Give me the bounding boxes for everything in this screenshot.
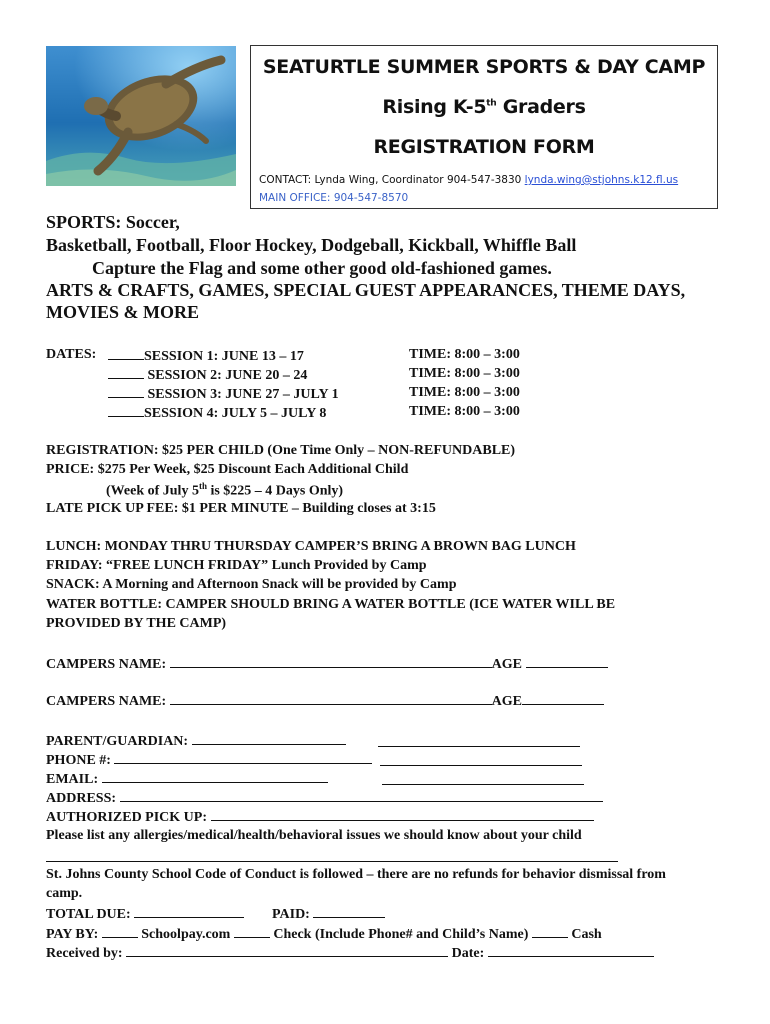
- water-bottle-2: PROVIDED BY THE CAMP): [46, 616, 227, 631]
- main-office: MAIN OFFICE: 904-547-8570: [259, 192, 409, 204]
- form-title: REGISTRATION FORM: [373, 136, 595, 158]
- week-price-note: (Week of July 5th is $225 – 4 Days Only): [106, 481, 344, 499]
- contact-email-link[interactable]: lynda.wing@stjohns.k12.fl.us: [524, 174, 679, 186]
- header-box: [250, 45, 718, 209]
- phone-field[interactable]: PHONE #:: [46, 751, 372, 769]
- water-bottle-1: WATER BOTTLE: CAMPER SHOULD BRING A WATER BOTTLE (ICE WATER WILL BE: [46, 597, 616, 612]
- sea-turtle-photo: [46, 46, 236, 186]
- session-time: TIME: 8:00 – 3:00: [409, 385, 520, 400]
- campers-name-field[interactable]: CAMPERS NAME: AGE: [46, 655, 608, 673]
- sports-line-3: Capture the Flag and some other good old-fashioned games.: [92, 258, 552, 278]
- snack: SNACK: A Morning and Afternoon Snack will be provided by Camp: [46, 577, 457, 592]
- total-due-field[interactable]: TOTAL DUE:: [46, 905, 244, 923]
- sports-line-2: Basketball, Football, Floor Hockey, Dodgeball, Kickball, Whiffle Ball: [46, 235, 577, 255]
- conduct-line-1: St. Johns County School Code of Conduct is followed – there are no refunds for behavior dismissal from: [46, 867, 666, 882]
- phone-field-2[interactable]: [380, 765, 582, 766]
- session-time: TIME: 8:00 – 3:00: [409, 347, 520, 362]
- address-field[interactable]: ADDRESS:: [46, 789, 603, 807]
- conduct-line-2: camp.: [46, 886, 83, 901]
- email-field-2[interactable]: [382, 784, 584, 785]
- grades-line: Rising K-5th Graders: [382, 96, 586, 118]
- sports-line-1: SPORTS: Soccer,: [46, 212, 180, 232]
- contact-line: CONTACT: Lynda Wing, Coordinator 904-547-3830 lynda.wing@stjohns.k12.fl.us: [259, 174, 679, 186]
- lunch: LUNCH: MONDAY THRU THURSDAY CAMPER’S BRING A BROWN BAG LUNCH: [46, 539, 576, 554]
- late-fee: LATE PICK UP FEE: $1 PER MINUTE – Building closes at 3:15: [46, 501, 436, 516]
- session-row[interactable]: SESSION 2: JUNE 20 – 24: [108, 366, 307, 384]
- dates-label: DATES:: [46, 347, 97, 362]
- allergies-label: Please list any allergies/medical/health/behavioral issues we should know about your child: [46, 828, 582, 843]
- authorized-pickup-field[interactable]: AUTHORIZED PICK UP:: [46, 808, 594, 826]
- campers-name-field[interactable]: CAMPERS NAME: AGE: [46, 692, 604, 710]
- pay-by-row: PAY BY: Schoolpay.com Check (Include Phone# and Child’s Name) Cash: [46, 927, 602, 942]
- parent-guardian-field[interactable]: PARENT/GUARDIAN:: [46, 732, 346, 750]
- allergies-field[interactable]: [46, 861, 618, 862]
- price: PRICE: $275 Per Week, $25 Discount Each Additional Child: [46, 462, 409, 477]
- parent-guardian-field-2[interactable]: [378, 746, 580, 747]
- friday-lunch: FRIDAY: “FREE LUNCH FRIDAY” Lunch Provided by Camp: [46, 558, 427, 573]
- registration-fee: REGISTRATION: $25 PER CHILD (One Time Only – NON-REFUNDABLE): [46, 443, 516, 458]
- schoolpay-checkbox[interactable]: [102, 925, 138, 938]
- camp-title: SEATURTLE SUMMER SPORTS & DAY CAMP: [262, 56, 706, 78]
- session-time: TIME: 8:00 – 3:00: [409, 366, 520, 381]
- sports-line-4: ARTS & CRAFTS, GAMES, SPECIAL GUEST APPEARANCES, THEME DAYS,: [46, 280, 686, 300]
- received-by-field[interactable]: Received by: Date:: [46, 944, 654, 962]
- sports-line-5: MOVIES & MORE: [46, 302, 199, 322]
- session-row[interactable]: SESSION 1: JUNE 13 – 17: [108, 347, 304, 365]
- session-row[interactable]: SESSION 3: JUNE 27 – JULY 1: [108, 385, 339, 403]
- email-field[interactable]: EMAIL:: [46, 770, 328, 788]
- paid-field[interactable]: PAID:: [272, 905, 385, 923]
- session-time: TIME: 8:00 – 3:00: [409, 404, 520, 419]
- cash-checkbox[interactable]: [532, 925, 568, 938]
- session-row[interactable]: SESSION 4: JULY 5 – JULY 8: [108, 404, 326, 422]
- check-checkbox[interactable]: [234, 925, 270, 938]
